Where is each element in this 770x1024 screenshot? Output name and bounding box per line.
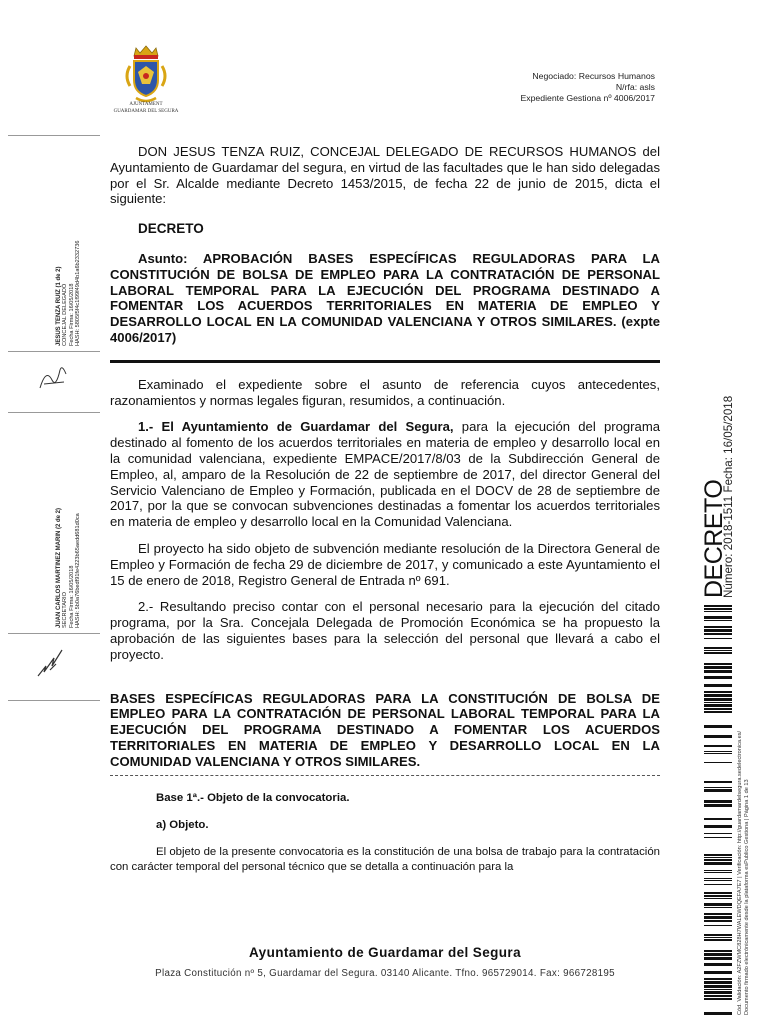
signer-2-role: SECRETARIO (62, 592, 69, 628)
examinado-paragraph: Examinado el expediente sobre el asunto de referencia cuyos antecedentes, razonamientos y normas legales figuran, resumidos, a continuación. (110, 376, 660, 408)
antecedent-1-paragraph (110, 419, 660, 530)
antecedent-1-text: para la ejecución del programa destinado al fomento de los acuerdos territoriales en materia de empleo y desarrollo local en la comunidad valenciana, expediente EMPACE/2017/8/03 de la Subdirección General de Empleo, al, amparo de la Resolución de 22 de septiembre de 2017, del director General del Servicio Valenciano de Empleo y Formación, publicada en el DOCV de 28 de septiembre de 2017, por la que se convocan subvenciones destinadas a fomentar los acuerdos territoriales en materia de empleo y desarrollo local en la Comunidad Valenciana. (110, 419, 661, 530)
signer-1-role: CONCEJAL DELEGADO (62, 283, 69, 346)
coat-of-arms-icon (108, 42, 184, 110)
stamp-cve: Cód. Validación: A2FZWMC828H7WALEWDQEFA7E7 | Verificación: http://guardamardelsegura.sedelectronica.es/ (737, 730, 743, 1015)
objeto-paragraph: El objeto de la presente convocatoria es la constitución de una bolsa de trabajo para la contratación con carácter temporal del personal técnico que se detalla a continuación para la (110, 845, 660, 873)
footer-title: Ayuntamiento de Guardamar del Segura (249, 945, 521, 960)
expediente-line: Expediente Gestiona nº 4006/2017 (520, 93, 655, 103)
barcode-icon (704, 605, 732, 1015)
signature-block-2 (56, 508, 82, 628)
stamp-verification-notes (737, 731, 751, 1015)
signer-2-name: JUAN CARLOS MARTINEZ MARIN (2 de 2) (56, 507, 62, 628)
signature-separator (8, 700, 100, 701)
signature-separator (8, 351, 100, 352)
signature-separator (8, 633, 100, 634)
signer-1-hash: HASH: 5805f5f4c1f99f49d4b1a6b2332736 (75, 240, 82, 346)
stamp-number-date: Número: 2018-1511 Fecha: 16/05/2018 (722, 395, 735, 598)
municipal-coat-of-arms-logo (108, 42, 184, 122)
file-reference (520, 71, 655, 104)
asunto-paragraph: Asunto: APROBACIÓN BASES ESPECÍFICAS REGULADORAS PARA LA CONSTITUCIÓN DE BOLSA DE EMPLEO PARA LA CONTRATACIÓN DE PERSONAL LABORAL TEMPORAL PARA LA EJECUCIÓN DEL PROGRAMA DESTINADO A FOMENTAR LOS ACUERDOS TERRITORIALES EN MATERIA DE EMPLEO Y DESARROLLO LOCAL EN LA COMUNIDAD VALENCIANA Y OTROS SIMILARES. (expte 4006/2017) (110, 250, 660, 345)
dashed-separator (110, 775, 660, 777)
signer-2-date: Fecha Firma: 16/05/2018 (68, 565, 75, 628)
antecedent-1-lead: 1.- El Ayuntamiento de Guardamar del Segura, (138, 419, 454, 435)
nrfa-line: N/rfa: asls (615, 82, 655, 92)
negociado-line: Negociado: Recursos Humanos (532, 71, 655, 81)
signer-1-date: Fecha Firma: 16/05/2018 (68, 283, 75, 346)
signature-2-scribble-icon (32, 642, 72, 682)
signer-2-hash: HASH: 5b0a76bedf91fe4223b65aedd681d0ca (75, 513, 82, 628)
stamp-doc-info: Documento firmado electrónicamente desde la plataforma esPublico Gestiona | Página 1 de 13 (744, 779, 751, 1015)
signature-block-1 (56, 241, 82, 346)
barcode (704, 605, 732, 1015)
document-body (110, 144, 660, 875)
bases-title: BASES ESPECÍFICAS REGULADORAS PARA LA CONSTITUCIÓN DE BOLSA DE EMPLEO PARA LA CONTRATACIÓN DE PERSONAL LABORAL TEMPORAL PARA LA EJECUCIÓN DEL PROGRAMA DESTINADO A FOMENTAR LOS ACUERDOS TERRITORIALES EN MATERIA DE EMPLEO Y DESARROLLO LOCAL EN LA COMUNIDAD VALENCIANA Y OTROS SIMILARES. (110, 690, 660, 769)
proyecto-paragraph: El proyecto ha sido objeto de subvención mediante resolución de la Directora General de Empleo y Formación de fecha 29 de diciembre de 2017, y comunicado a este Ayuntamiento el 15 de enero de 2018, Registro General de Entrada nº 691. (110, 540, 660, 588)
intro-paragraph: DON JESUS TENZA RUIZ, CONCEJAL DELEGADO DE RECURSOS HUMANOS del Ayuntamiento de Guardamar del segura, en virtud de las facultades que le han sido delegadas por el Sr. Alcalde mediante Decreto 1453/2015, de fecha 22 de junio de 2015, dicta el siguiente: (110, 144, 660, 207)
section-divider (110, 360, 660, 363)
signature-separator (8, 135, 100, 136)
signature-1-scribble-icon (34, 358, 74, 398)
footer-address: Plaza Constitución nº 5, Guardamar del Segura. 03140 Alicante. Tfno. 965729014. Fax: 966728195 (155, 968, 615, 979)
objeto-heading: a) Objeto. (156, 818, 209, 831)
logo-label-line-2: GUARDAMAR DEL SEGURA (113, 109, 179, 114)
signer-1-name: JESUS TENZA RUIZ (1 de 2) (56, 266, 62, 346)
signature-separator (8, 412, 100, 413)
base-1-heading: Base 1ª.- Objeto de la convocatoria. (156, 791, 350, 804)
antecedent-2-paragraph: 2.- Resultando preciso contar con el personal necesario para la ejecución del citado programa, por la Sra. Concejala Delegada de Promoción Económica se ha propuesto la aprobación de las siguientes bases para la selección del personal que llevará a cabo el proyecto. (110, 599, 660, 662)
stamp-decreto-title: DECRETO (700, 479, 728, 598)
decreto-heading: DECRETO (138, 221, 204, 237)
logo-label-line-1: AJUNTAMENT (129, 102, 163, 107)
